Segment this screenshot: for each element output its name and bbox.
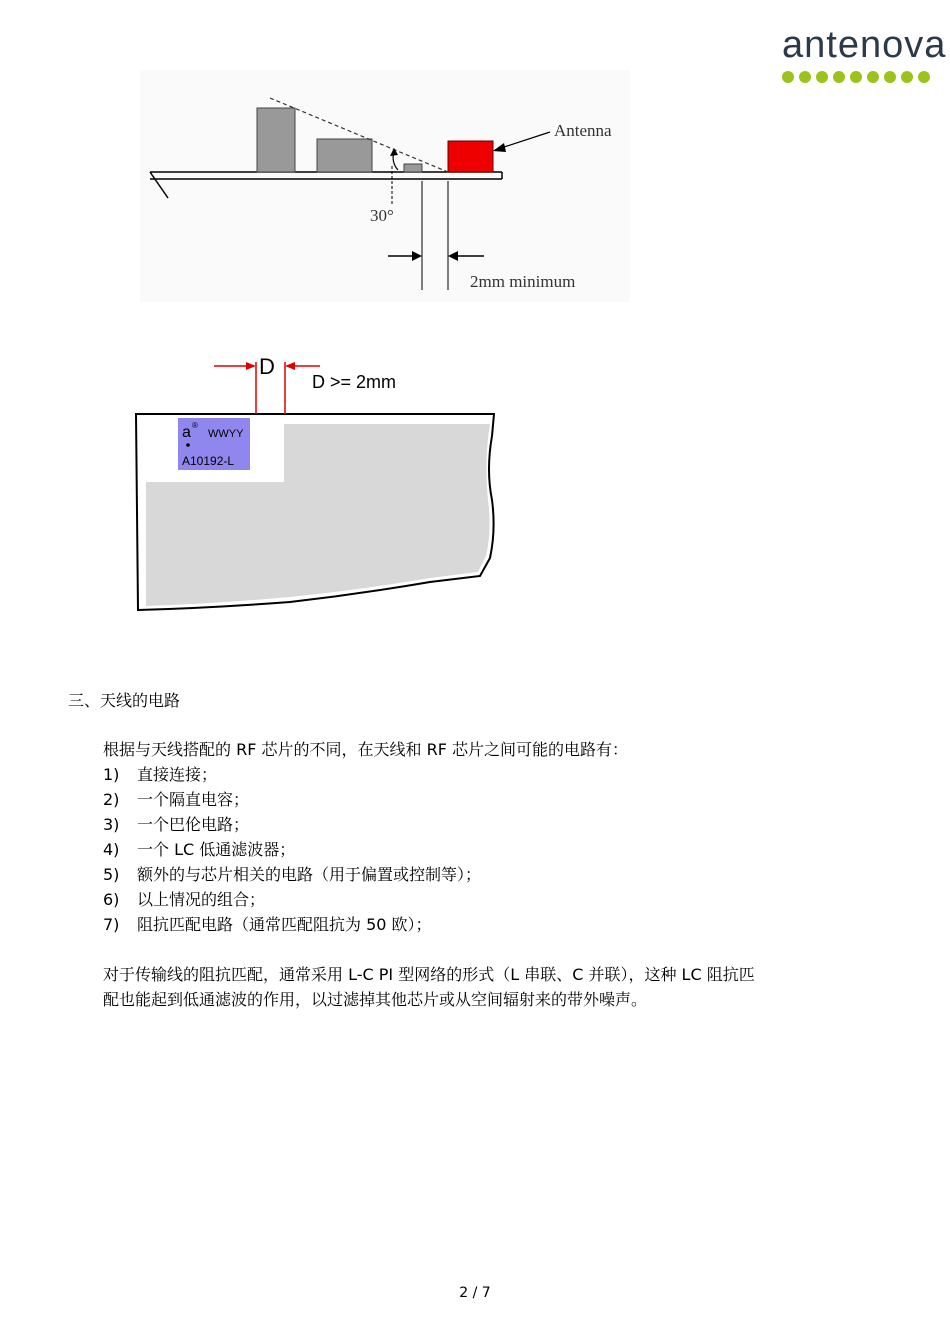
list-item-number: 3) bbox=[103, 815, 120, 834]
list-item-text: 直接连接； bbox=[137, 765, 218, 784]
list-item-text: 以上情况的组合； bbox=[137, 890, 266, 909]
circuit-option-list bbox=[103, 762, 481, 937]
d-rule-label: D >= 2mm bbox=[312, 372, 397, 392]
page-number: 2 / 7 bbox=[459, 1285, 491, 1301]
list-item bbox=[103, 812, 481, 837]
logo-text: antenova bbox=[782, 24, 947, 66]
list-item-text: 一个巴伦电路； bbox=[137, 815, 250, 834]
antenna-label: Antenna bbox=[554, 121, 612, 140]
list-item bbox=[103, 787, 481, 812]
list-item-number: 7) bbox=[103, 915, 120, 934]
list-item-text: 阻抗匹配电路（通常匹配阻抗为 50 欧）； bbox=[137, 915, 432, 934]
clearance-diagram bbox=[140, 70, 630, 302]
list-item-number: 2) bbox=[103, 790, 120, 809]
minimum-distance-label: 2mm minimum bbox=[470, 272, 576, 291]
chip-registered-mark: ® bbox=[192, 421, 198, 430]
figure-chip-clearance bbox=[130, 350, 500, 612]
figure-antenna-clearance bbox=[140, 70, 630, 302]
list-item-text: 一个 LC 低通滤波器； bbox=[137, 840, 296, 859]
section-intro: 根据与天线搭配的 RF 芯片的不同，在天线和 RF 芯片之间可能的电路有： bbox=[103, 740, 628, 759]
list-item bbox=[103, 912, 481, 937]
small-component bbox=[404, 164, 422, 172]
logo-dots bbox=[782, 68, 950, 87]
d-label: D bbox=[259, 354, 275, 379]
list-item bbox=[103, 887, 481, 912]
closing-line-1: 对于传输线的阻抗匹配，通常采用 L-C PI 型网络的形式（L 串联、C 并联），这种 LC 阻抗匹 bbox=[103, 965, 755, 984]
list-item-number: 6) bbox=[103, 890, 120, 909]
closing-paragraph bbox=[103, 962, 755, 1012]
antenna-block bbox=[448, 141, 493, 172]
list-item bbox=[103, 837, 481, 862]
chip-part-number: A10192-L bbox=[182, 454, 235, 468]
list-item bbox=[103, 862, 481, 887]
medium-component bbox=[317, 139, 372, 172]
chip-date-code: WWYY bbox=[208, 428, 244, 440]
list-item-number: 5) bbox=[103, 865, 120, 884]
list-item-number: 4) bbox=[103, 840, 120, 859]
list-item-text: 额外的与芯片相关的电路（用于偏置或控制等）； bbox=[137, 865, 482, 884]
list-item-text: 一个隔直电容； bbox=[137, 790, 250, 809]
list-item-number: 1) bbox=[103, 765, 120, 784]
section-heading: 三、天线的电路 bbox=[68, 691, 181, 710]
list-item bbox=[103, 762, 481, 787]
closing-line-2: 配也能起到低通滤波的作用，以过滤掉其他芯片或从空间辐射来的带外噪声。 bbox=[103, 990, 648, 1009]
angle-label: 30° bbox=[370, 206, 394, 225]
chip-brand-mark: a bbox=[182, 424, 191, 441]
tall-component bbox=[257, 108, 295, 172]
brand-logo bbox=[782, 24, 950, 88]
